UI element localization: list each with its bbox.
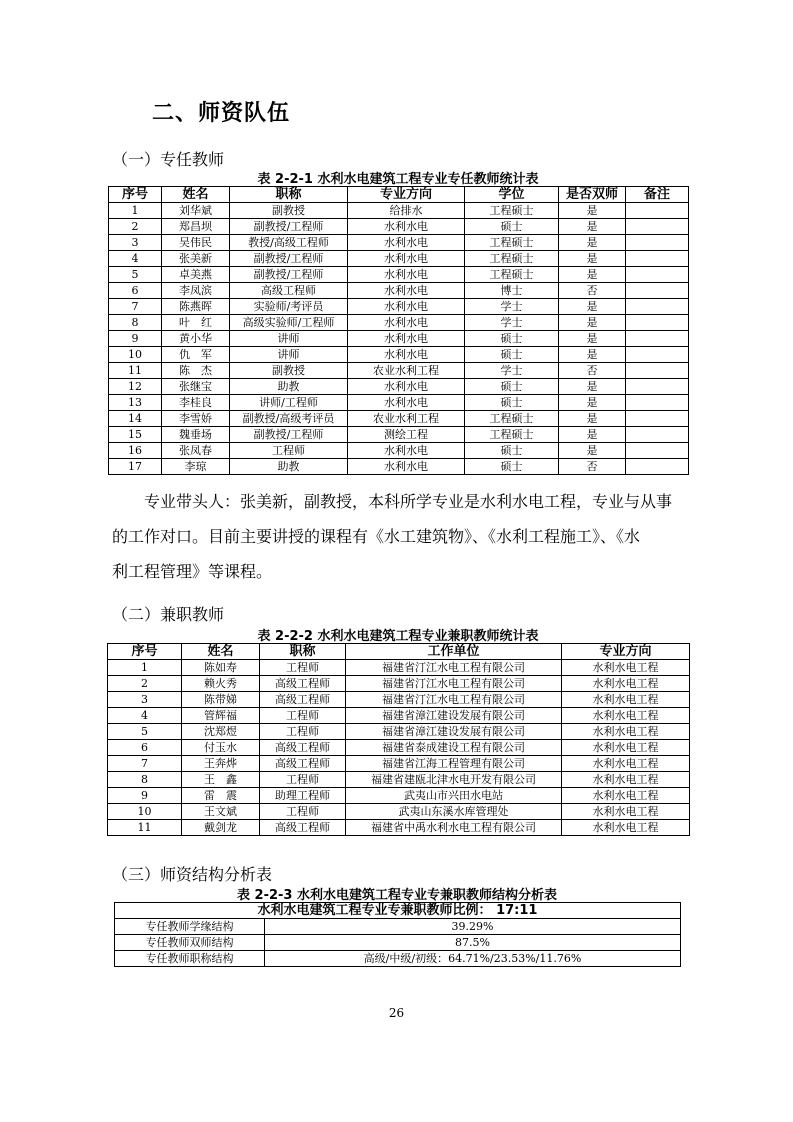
table-cell: 7 — [108, 756, 182, 772]
table-cell: 高级实验师/工程师 — [230, 315, 348, 331]
table-cell: 沈郑煜 — [182, 724, 260, 740]
column-header: 姓名 — [162, 187, 230, 203]
table-row — [109, 203, 689, 219]
table-row — [109, 459, 689, 475]
table-row — [109, 235, 689, 251]
table-cell: 高级工程师 — [260, 756, 346, 772]
table-cell: 水利水电 — [348, 267, 465, 283]
table-cell: 是 — [559, 315, 626, 331]
table-cell: 陈如寿 — [182, 660, 260, 676]
leader-paragraph-line2: 的工作对口。目前主要讲授的课程有《水工建筑物》、《水利工程施工》、《水 — [112, 527, 641, 546]
table-cell: 2 — [108, 676, 182, 692]
table-row — [109, 315, 689, 331]
table-cell: 硕士 — [465, 347, 559, 363]
table-cell: 水利水电 — [348, 219, 465, 235]
table-cell — [626, 347, 689, 363]
table-cell: 教授/高级工程师 — [230, 235, 348, 251]
table-cell: 付玉水 — [182, 740, 260, 756]
table-cell: 福建省中禹水利水电工程有限公司 — [346, 820, 562, 836]
table-cell: 专任教师职称结构 — [115, 951, 265, 967]
table-cell: 9 — [109, 331, 162, 347]
table-cell: 福建省建瓯北津水电开发有限公司 — [346, 772, 562, 788]
column-header: 职称 — [230, 187, 348, 203]
table-row — [109, 219, 689, 235]
table-cell: 是 — [559, 251, 626, 267]
table-cell: 李雪娇 — [162, 411, 230, 427]
table-row — [108, 788, 690, 804]
table-cell: 助教 — [230, 379, 348, 395]
table-cell: 水利水电 — [348, 331, 465, 347]
table-cell: 副教授/工程师 — [230, 267, 348, 283]
table-cell: 张美新 — [162, 251, 230, 267]
table-cell: 3 — [109, 235, 162, 251]
table-cell: 副教授/工程师 — [230, 427, 348, 443]
table-cell: 吴伟民 — [162, 235, 230, 251]
table-cell: 12 — [109, 379, 162, 395]
table-cell: 戴剑龙 — [182, 820, 260, 836]
table-cell: 水利水电工程 — [562, 756, 690, 772]
table-row — [108, 820, 690, 836]
table-caption-fulltime: 表 2-2-1 水利水电建筑工程专业专任教师统计表 — [257, 172, 539, 187]
table-cell: 赖火秀 — [182, 676, 260, 692]
table-cell: 工程硕士 — [465, 411, 559, 427]
table-cell: 学士 — [465, 299, 559, 315]
table-cell: 助教 — [230, 459, 348, 475]
table-row — [108, 676, 690, 692]
table-cell: 副教授/高级考评员 — [230, 411, 348, 427]
table-cell — [626, 459, 689, 475]
table-cell: 是 — [559, 331, 626, 347]
table-cell — [626, 251, 689, 267]
table-row — [109, 347, 689, 363]
table-cell: 2 — [109, 219, 162, 235]
table-cell: 6 — [109, 283, 162, 299]
subsection-title-parttime: （二）兼职教师 — [112, 605, 225, 624]
column-header: 专业方向 — [348, 187, 465, 203]
table-cell: 水利水电 — [348, 379, 465, 395]
column-header: 是否双师 — [559, 187, 626, 203]
table-cell: 博士 — [465, 283, 559, 299]
table-row — [108, 756, 690, 772]
table-cell: 6 — [108, 740, 182, 756]
table-cell: 水利水电工程 — [562, 676, 690, 692]
table-cell: 实验师/考评员 — [230, 299, 348, 315]
table-cell: 李凤滨 — [162, 283, 230, 299]
table-cell: 高级工程师 — [260, 740, 346, 756]
table-caption-structure: 表 2-2-3 水利水电建筑工程专业专兼职教师结构分析表 — [237, 888, 557, 903]
table-cell: 是 — [559, 347, 626, 363]
table-cell: 高级工程师 — [260, 820, 346, 836]
structure-analysis-table — [114, 902, 681, 967]
table-cell: 给排水 — [348, 203, 465, 219]
table-row — [108, 724, 690, 740]
table-cell: 工程师 — [260, 660, 346, 676]
table-cell: 水利水电 — [348, 235, 465, 251]
table-cell: 11 — [109, 363, 162, 379]
table-cell: 专任教师学缘结构 — [115, 919, 265, 935]
table-cell: 高级工程师 — [260, 692, 346, 708]
table-cell — [626, 283, 689, 299]
table-row — [109, 427, 689, 443]
table-cell: 水利水电工程 — [562, 708, 690, 724]
table-cell: 专任教师双师结构 — [115, 935, 265, 951]
table-cell: 叶 红 — [162, 315, 230, 331]
column-header: 备注 — [626, 187, 689, 203]
table-cell: 工程硕士 — [465, 251, 559, 267]
table-row — [109, 379, 689, 395]
fulltime-teacher-table — [108, 186, 689, 475]
table-row — [109, 363, 689, 379]
table-cell: 管辉福 — [182, 708, 260, 724]
table-cell: 16 — [109, 443, 162, 459]
table-cell: 工程师 — [260, 724, 346, 740]
table-cell: 陈燕晖 — [162, 299, 230, 315]
column-header: 专业方向 — [562, 644, 690, 660]
table-cell: 10 — [108, 804, 182, 820]
table-cell: 助理工程师 — [260, 788, 346, 804]
table-cell: 水利水电工程 — [562, 740, 690, 756]
table-cell: 农业水利工程 — [348, 411, 465, 427]
table-cell: 是 — [559, 427, 626, 443]
table-cell: 副教授/工程师 — [230, 251, 348, 267]
table-cell: 工程师 — [260, 804, 346, 820]
table-cell: 福建省漳江建设发展有限公司 — [346, 724, 562, 740]
table-cell — [626, 267, 689, 283]
table-cell: 工程硕士 — [465, 235, 559, 251]
table-cell: 福建省汀江水电工程有限公司 — [346, 692, 562, 708]
table-cell: 副教授 — [230, 363, 348, 379]
table-cell: 陈 杰 — [162, 363, 230, 379]
table-cell: 黄小华 — [162, 331, 230, 347]
table-row — [115, 919, 681, 935]
table-cell: 水利水电 — [348, 347, 465, 363]
table-cell — [626, 219, 689, 235]
table-cell: 硕士 — [465, 459, 559, 475]
table-cell: 张继宝 — [162, 379, 230, 395]
table-cell: 副教授 — [230, 203, 348, 219]
table-cell: 硕士 — [465, 219, 559, 235]
table-cell: 8 — [108, 772, 182, 788]
table-cell: 水利水电工程 — [562, 772, 690, 788]
table-cell: 福建省江海工程管理有限公司 — [346, 756, 562, 772]
table-row — [108, 708, 690, 724]
table-cell: 水利水电工程 — [562, 820, 690, 836]
column-header: 职称 — [260, 644, 346, 660]
table-cell: 是 — [559, 395, 626, 411]
table-cell: 讲师 — [230, 347, 348, 363]
structure-table-header: 水利水电建筑工程专业专兼职教师比例： 17:11 — [115, 903, 681, 919]
table-row — [109, 299, 689, 315]
table-cell: 王文斌 — [182, 804, 260, 820]
table-cell: 4 — [108, 708, 182, 724]
table-cell: 学士 — [465, 315, 559, 331]
table-row — [109, 395, 689, 411]
table-cell: 是 — [559, 267, 626, 283]
table-cell: 水利水电 — [348, 283, 465, 299]
table-cell: 工程硕士 — [465, 203, 559, 219]
table-cell: 高级工程师 — [260, 676, 346, 692]
table-cell: 福建省漳江建设发展有限公司 — [346, 708, 562, 724]
table-cell: 讲师 — [230, 331, 348, 347]
table-cell — [626, 315, 689, 331]
table-row — [108, 740, 690, 756]
table-cell: 否 — [559, 363, 626, 379]
table-cell: 王 鑫 — [182, 772, 260, 788]
table-cell: 否 — [559, 459, 626, 475]
table-cell: 福建省泰成建设工程有限公司 — [346, 740, 562, 756]
table-caption-parttime: 表 2-2-2 水利水电建筑工程专业兼职教师统计表 — [257, 629, 539, 644]
table-cell: 水利水电 — [348, 251, 465, 267]
table-cell: 水利水电 — [348, 299, 465, 315]
table-cell: 17 — [109, 459, 162, 475]
table-cell: 工程硕士 — [465, 427, 559, 443]
table-cell: 3 — [108, 692, 182, 708]
column-header: 学位 — [465, 187, 559, 203]
table-cell: 张凤春 — [162, 443, 230, 459]
table-cell: 雷 震 — [182, 788, 260, 804]
table-cell: 1 — [109, 203, 162, 219]
table-row — [109, 251, 689, 267]
table-cell: 水利水电工程 — [562, 788, 690, 804]
table-cell: 李琼 — [162, 459, 230, 475]
table-cell — [626, 379, 689, 395]
table-cell: 工程师 — [230, 443, 348, 459]
table-cell: 4 — [109, 251, 162, 267]
table-cell: 学士 — [465, 363, 559, 379]
table-cell: 11 — [108, 820, 182, 836]
table-cell — [626, 443, 689, 459]
column-header: 工作单位 — [346, 644, 562, 660]
table-cell: 水利水电 — [348, 315, 465, 331]
table-cell: 否 — [559, 283, 626, 299]
table-row — [115, 951, 681, 967]
table-cell — [626, 427, 689, 443]
subsection-title-fulltime: （一）专任教师 — [112, 150, 225, 169]
table-cell: 硕士 — [465, 395, 559, 411]
table-cell: 魏垂场 — [162, 427, 230, 443]
table-cell: 硕士 — [465, 331, 559, 347]
table-row — [109, 411, 689, 427]
table-cell: 9 — [108, 788, 182, 804]
table-cell: 水利水电工程 — [562, 724, 690, 740]
table-cell: 卓美燕 — [162, 267, 230, 283]
table-cell — [626, 299, 689, 315]
column-header: 序号 — [109, 187, 162, 203]
leader-paragraph-line3: 利工程管理》等课程。 — [112, 562, 273, 581]
table-cell: 武夷山市兴田水电站 — [346, 788, 562, 804]
table-cell: 李桂良 — [162, 395, 230, 411]
table-cell: 副教授/工程师 — [230, 219, 348, 235]
table-cell: 是 — [559, 443, 626, 459]
table-cell: 5 — [109, 267, 162, 283]
table-cell: 15 — [109, 427, 162, 443]
table-cell: 是 — [559, 299, 626, 315]
table-cell — [626, 203, 689, 219]
table-cell: 讲师/工程师 — [230, 395, 348, 411]
table-cell: 水利水电 — [348, 443, 465, 459]
column-header: 序号 — [108, 644, 182, 660]
table-cell: 工程师 — [260, 772, 346, 788]
table-cell: 武夷山东溪水库管理处 — [346, 804, 562, 820]
table-cell — [626, 411, 689, 427]
table-cell: 10 — [109, 347, 162, 363]
table-cell: 14 — [109, 411, 162, 427]
table-cell: 是 — [559, 411, 626, 427]
table-row — [115, 935, 681, 951]
table-cell: 5 — [108, 724, 182, 740]
table-row — [109, 283, 689, 299]
table-cell: 测绘工程 — [348, 427, 465, 443]
section-heading: 二、师资队伍 — [152, 101, 291, 126]
table-cell — [626, 235, 689, 251]
table-cell: 是 — [559, 379, 626, 395]
table-cell: 水利水电 — [348, 395, 465, 411]
table-cell: 高级工程师 — [230, 283, 348, 299]
table-cell: 仇 军 — [162, 347, 230, 363]
table-cell: 高级/中级/初级：64.71%/23.53%/11.76% — [265, 951, 681, 967]
table-row — [109, 331, 689, 347]
table-cell: 7 — [109, 299, 162, 315]
table-cell: 福建省汀江水电工程有限公司 — [346, 660, 562, 676]
table-cell: 工程硕士 — [465, 267, 559, 283]
table-cell: 39.29% — [265, 919, 681, 935]
table-cell: 是 — [559, 219, 626, 235]
table-cell: 1 — [108, 660, 182, 676]
table-cell: 13 — [109, 395, 162, 411]
table-cell: 水利水电 — [348, 459, 465, 475]
parttime-teacher-table — [107, 643, 690, 836]
table-cell — [626, 331, 689, 347]
table-cell: 水利水电工程 — [562, 692, 690, 708]
table-cell: 刘华斌 — [162, 203, 230, 219]
table-cell: 硕士 — [465, 443, 559, 459]
table-cell: 是 — [559, 235, 626, 251]
table-cell: 工程师 — [260, 708, 346, 724]
table-row — [109, 443, 689, 459]
table-row — [108, 692, 690, 708]
table-cell: 王奔烨 — [182, 756, 260, 772]
subsection-title-structure: （三）师资结构分析表 — [112, 865, 273, 884]
table-row — [108, 804, 690, 820]
table-cell: 水利水电工程 — [562, 804, 690, 820]
leader-paragraph-line1: 专业带头人：张美新，副教授，本科所学专业是水利水电工程，专业与从事 — [144, 492, 673, 511]
table-row — [108, 660, 690, 676]
page-number: 26 — [388, 1006, 405, 1020]
table-cell — [626, 395, 689, 411]
table-cell: 8 — [109, 315, 162, 331]
table-cell: 硕士 — [465, 379, 559, 395]
table-cell: 福建省汀江水电工程有限公司 — [346, 676, 562, 692]
column-header: 姓名 — [182, 644, 260, 660]
table-row — [108, 772, 690, 788]
table-cell: 是 — [559, 203, 626, 219]
table-cell: 水利水电工程 — [562, 660, 690, 676]
table-row — [109, 267, 689, 283]
table-cell: 郑昌坝 — [162, 219, 230, 235]
table-cell: 87.5% — [265, 935, 681, 951]
table-cell: 陈带娣 — [182, 692, 260, 708]
table-cell — [626, 363, 689, 379]
table-cell: 农业水利工程 — [348, 363, 465, 379]
